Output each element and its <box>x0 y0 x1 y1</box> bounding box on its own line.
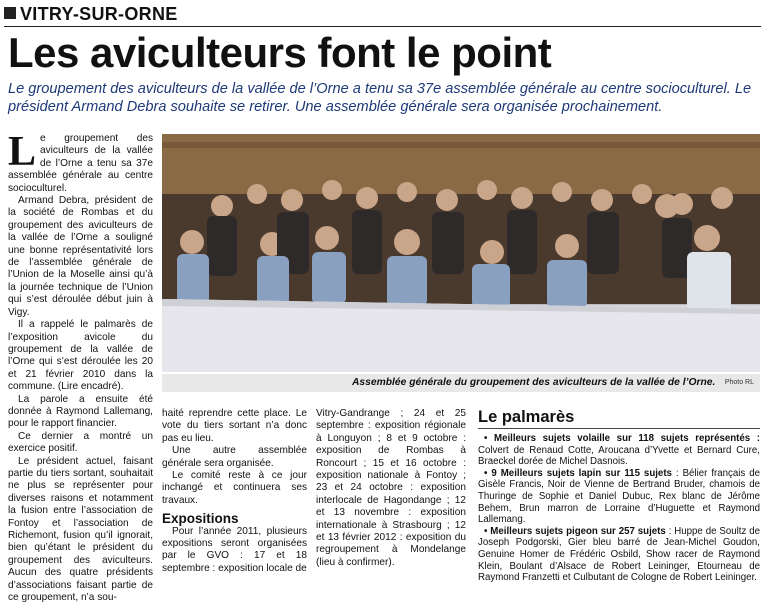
kicker <box>4 4 178 26</box>
col3-paragraph-1: Vitry-Gandrange ; 24 et 25 septembre : exposition régionale à Longuyon ; 8 et 9 octobre : exposition de Rombas à Roncourt ; 15 et 16 octobre : exposition nationale à Fontoy ; 23 et 24 octobre : exposition interlocale de Hagondange ; 12 et 13 novembre : exposition internationale à Strasbourg ; 12 et 13 février 2012 : exposition du regroupement à Mondelange (lieu à confirmer). <box>316 408 466 568</box>
palmares-item-volaille-text: Colvert de Renaud Cotte, Aroucana d’Yvette et Bernard Cure, Braeckel dorée de Michel Dasnois. <box>478 444 760 468</box>
palmares-item-lapin-text: : Bélier français de Gisèle Francis, Noir de Vienne de Bertrand Bruder, chamois de Thuringe de Sophie et Daniel Dubuc, Rex blanc de Jérôme Behem, Brun marron de Lorraine d’Huguette et Raymond Lallemang. <box>478 467 761 526</box>
column-3 <box>316 408 466 569</box>
lead-paragraph: Le groupement des aviculteurs de la vallée de l’Orne a tenu sa 37e assemblée générale au centre socioculturel. Le président Armand Debra souhaite se retirer. Une assemblée générale sera organisée prochainement. <box>8 81 752 115</box>
drop-cap: L <box>8 129 37 175</box>
kicker-rule <box>4 26 761 27</box>
col1-paragraph-6: Le président actuel, faisant partie du tiers sortant, souhaitait ne plus se représenter pour diverses raisons et notamment la fusion entre l’association de Fontoy et l’association de Richemont, fusion qu’il ignorait, bien qu’étant le président du groupement des aviculteurs. Aucun des quatre présidents d’associations faisant partie de ce groupement, n’a sou- <box>8 455 153 604</box>
kicker-text: VITRY-SUR-ORNE <box>20 4 178 24</box>
palmares-item-pigeon-text: : Huppe de Soultz de Joseph Podgorski, Gier bleu barré de Jean-Michel Goudon, Genuine Homer de Frédéric Osbild, Show racer de Raymond Klein, Boulant d’Alsace de Robert Leininger, Etourneau de Raymond Franzetti et Culbutant de Cologne de Robert Leininger. <box>478 525 760 584</box>
photo-caption-bar <box>162 374 760 392</box>
expositions-subhead: Expositions <box>162 511 239 527</box>
group-photo <box>162 134 760 372</box>
col1-paragraph-4: La parole a ensuite été donnée à Raymond Lallemang, pour le rapport financier. <box>8 393 153 430</box>
col2-paragraph-3: Le comité reste à ce jour inchangé et continuera ses travaux. <box>162 470 307 506</box>
col1-paragraph-5: Ce dernier a montré un exercice positif. <box>8 430 153 455</box>
palmares-item-pigeon-lead: • Meilleurs sujets pigeon sur 257 sujets <box>484 525 666 537</box>
palmares-body <box>478 433 760 584</box>
group-photo-image <box>162 134 760 372</box>
headline: Les aviculteurs font le point <box>8 29 552 76</box>
photo-credit: Photo RL <box>724 379 754 386</box>
col2-paragraph-1: haité reprendre cette place. Le vote du tiers sortant n’a donc pas eu lieu. <box>162 408 307 444</box>
palmares-item-volaille <box>478 433 760 468</box>
palmares-item-pigeon <box>478 526 760 584</box>
palmares-item-lapin-lead: • 9 Meilleurs sujets lapin sur 115 sujets <box>484 467 672 479</box>
col2-paragraph-4: Pour l’année 2011, plusieurs expositions seront organisées par le GVO : 17 et 18 septembre : exposition locale de <box>162 525 307 574</box>
col2-paragraph-2: Une autre assemblée générale sera organisée. <box>162 445 307 469</box>
palmares-rule <box>478 428 760 429</box>
palmares-title: Le palmarès <box>478 408 575 426</box>
palmares-item-volaille-lead: • Meilleurs sujets volaille sur 118 sujets représentés : <box>484 433 760 444</box>
col1-paragraph-3: Il a rappelé le palmarès de l’exposition avicole du groupement de la vallée de l’Orne qui s’est déroulée les 20 et 21 février 2010 dans la commune. (Lire encadré). <box>8 319 153 393</box>
kicker-square-icon <box>4 7 16 19</box>
photo-caption: Assemblée générale du groupement des aviculteurs de la vallée de l’Orne. <box>352 377 716 388</box>
column-1 <box>8 129 153 604</box>
col1-paragraph-2: Armand Debra, président de la société de Rombas et du groupement des aviculteurs de la vallée de l’Orne a souligné une bonne représentativité lors de l’assemblée générale de l’Union de la Moselle ainsi qu’à la journée technique de l’Union qui s’est déroulée début juin à Vigy. <box>8 195 153 318</box>
palmares-item-lapin <box>478 468 760 526</box>
column-2 <box>162 408 307 575</box>
col1-paragraph-1: e groupement des aviculteurs de la vallée de l’Orne a tenu sa 37e assemblée générale au centre socioculturel. <box>8 133 153 194</box>
